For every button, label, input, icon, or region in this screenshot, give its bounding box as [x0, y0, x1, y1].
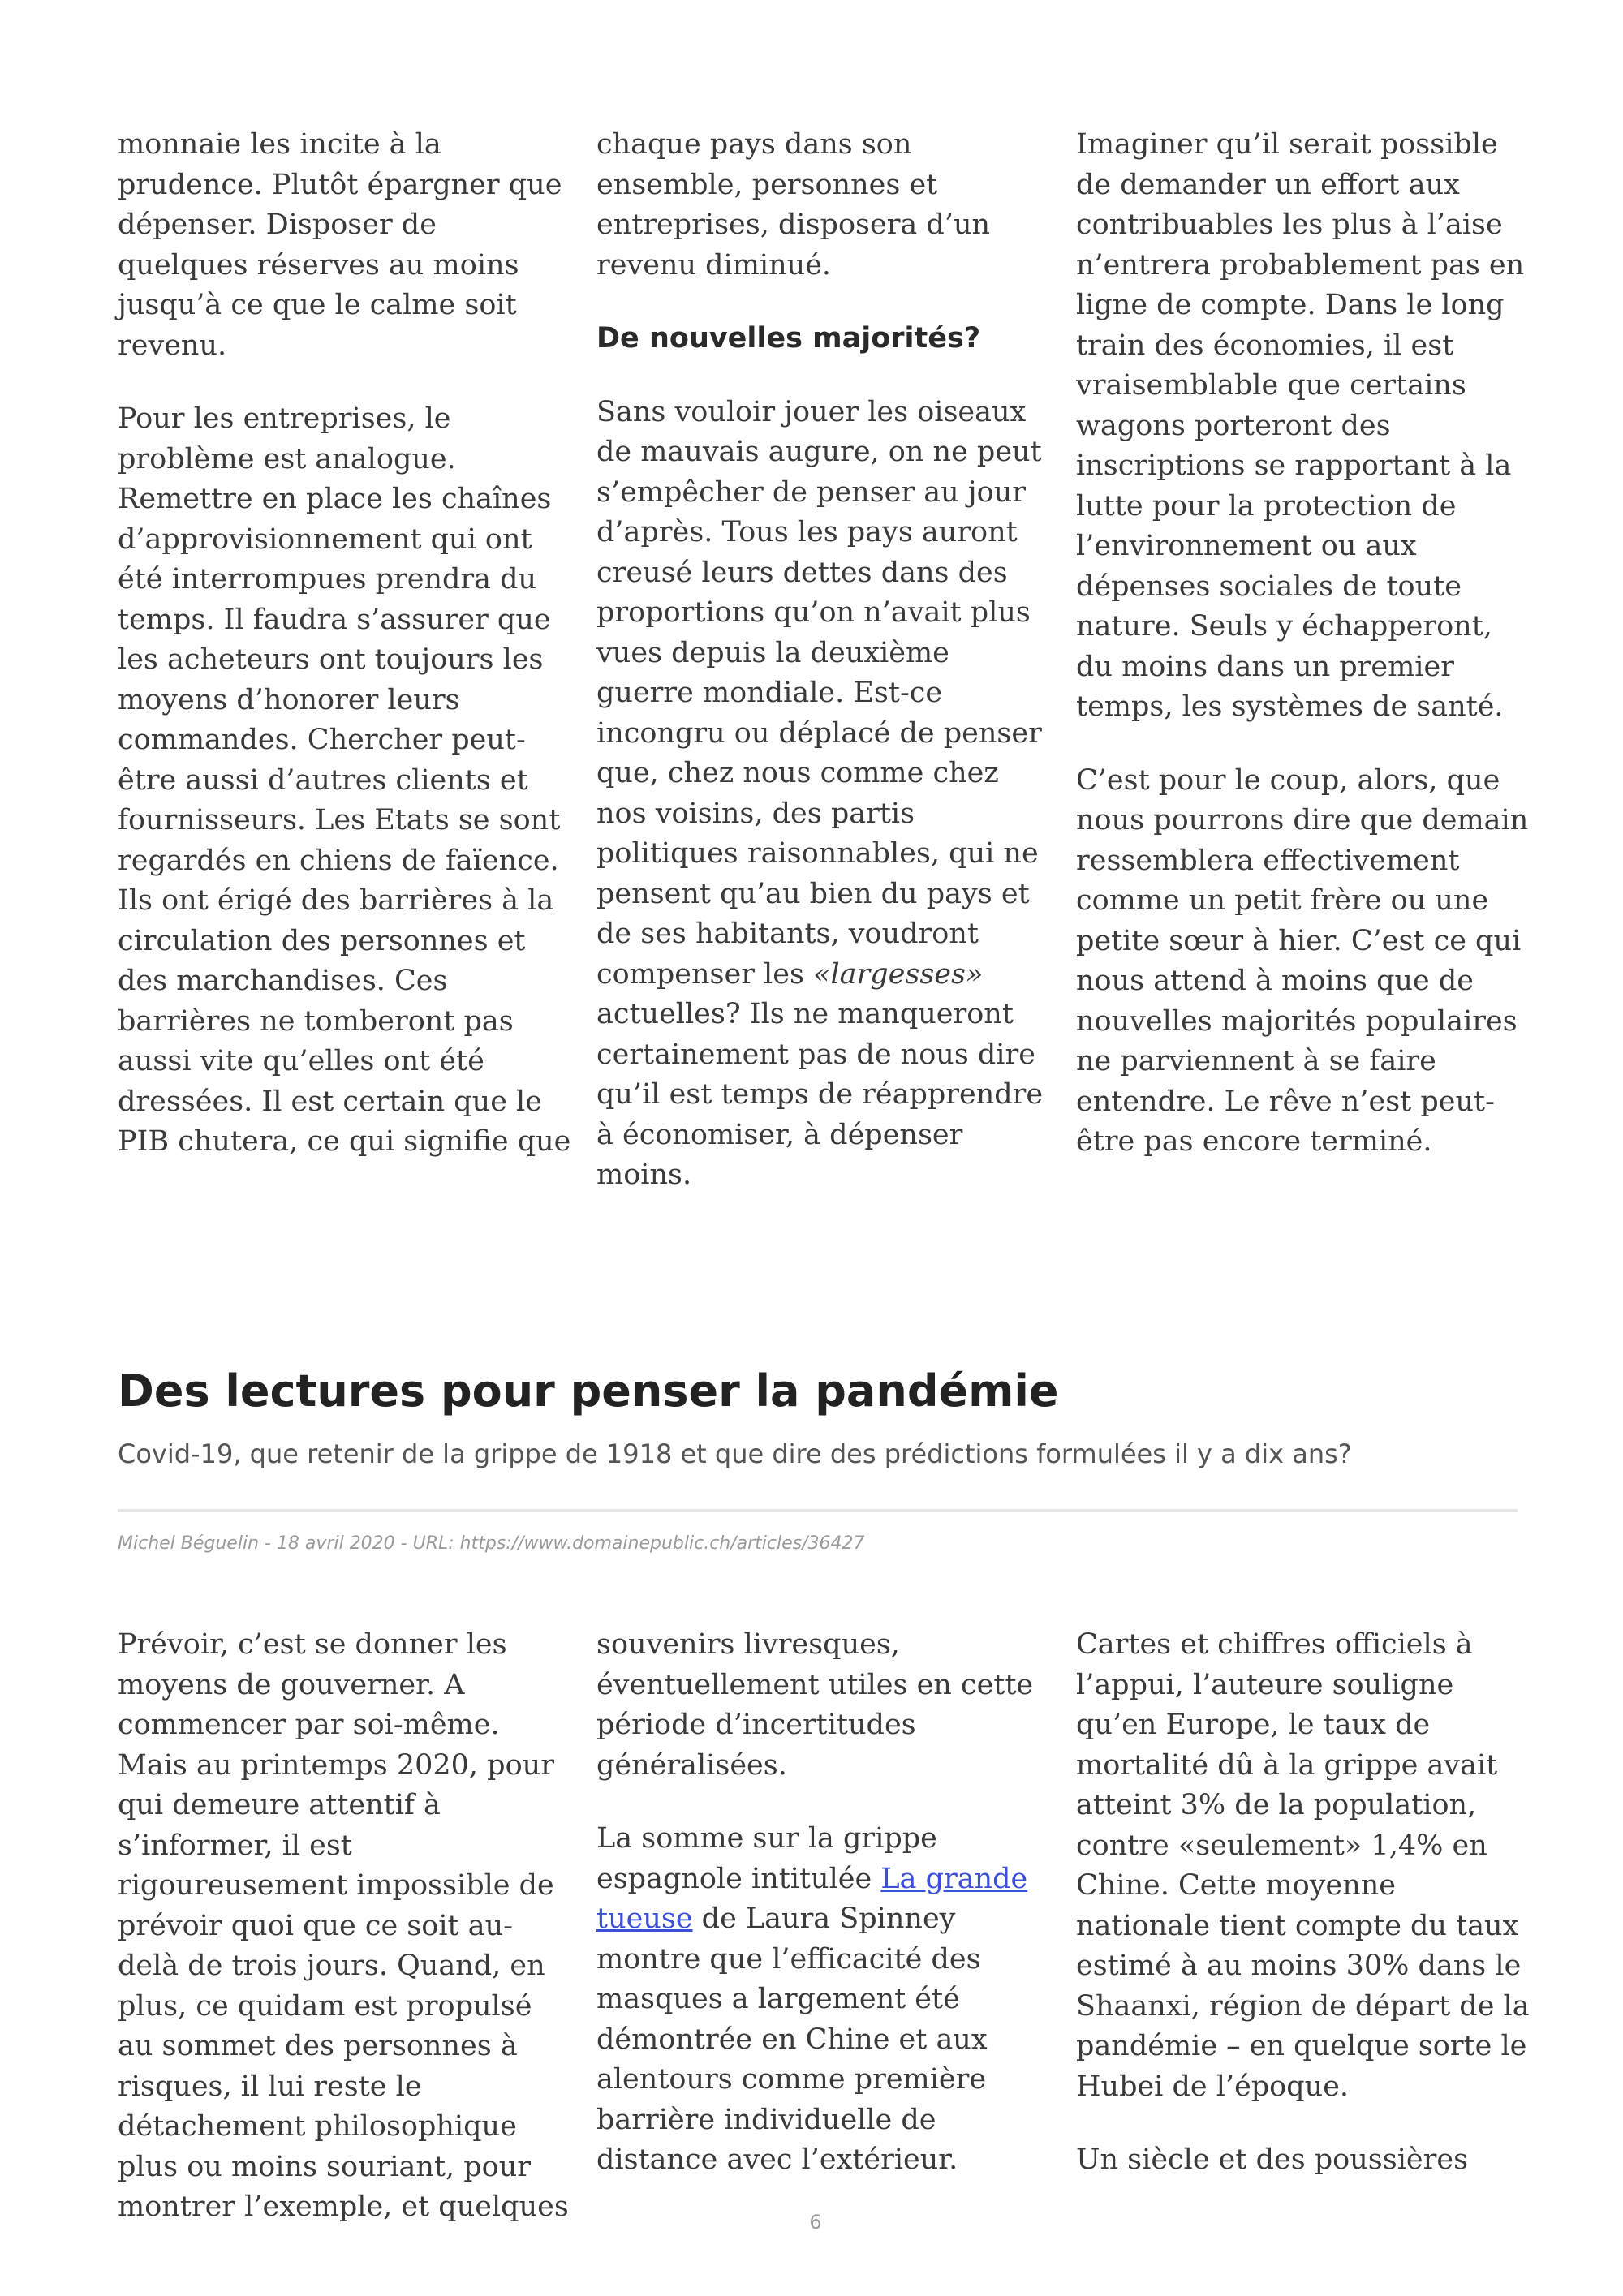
- section-heading: De nouvelles majorités?: [596, 322, 981, 355]
- paragraph: Cartes et chiffres officiels à l’appui, l’auteure souligne qu’en Europe, le taux de mortalité dû à la grippe avait atteint 3% de la population, contre «seulement» 1,4% en Chine. Cette moyenne nationale tient compte du taux estimé à au moins 30% dans le Shaanxi, région de départ de la pandémie – en quelque sorte le Hubei de l’époque.: [1076, 1628, 1530, 2103]
- page-number: 6: [809, 2211, 822, 2234]
- article2-column-3: [1076, 1625, 1530, 2214]
- article1-column-1: [118, 125, 572, 1196]
- paragraph: monnaie les incite à la prudence. Plutôt épargner que dépenser. Disposer de quelques réserves au moins jusqu’à ce que le calme soit revenu.: [118, 128, 562, 362]
- paragraph: Un siècle et des poussières: [1076, 2143, 1469, 2176]
- divider: [118, 1509, 1518, 1512]
- paragraph: C’est pour le coup, alors, que nous pourrons dire que demain ressemblera effectivement comme un petit frère ou une petite sœur à hier. C’est ce qui nous attend à moins que de nouvelles majorités populaires ne parviennent à se faire entendre. Le rêve n’est peut-être pas encore terminé.: [1076, 763, 1529, 1158]
- paragraph: [596, 1819, 1051, 2181]
- article1-column-3: [1076, 125, 1530, 1196]
- text-run: de Laura Spinney montre que l’efficacité des masques a largement été démontrée en Chine et aux alentours comme première barrière individuelle de distance avec l’extérieur.: [596, 1903, 988, 2176]
- article-lede: Covid-19, que retenir de la grippe de 1918 et que dire des prédictions formulées il y a dix ans?: [118, 1438, 1352, 1469]
- paragraph: souvenirs livresques, éventuellement utiles en cette période d’incertitudes généralisées.: [596, 1628, 1034, 1782]
- article-title: Des lectures pour penser la pandémie: [118, 1365, 1059, 1417]
- article2-column-2: [596, 1625, 1051, 2214]
- emphasis-text: «largesses»: [813, 957, 984, 991]
- text-run: Sans vouloir jouer les oiseaux de mauvais augure, on ne peut s’empêcher de penser au jour d’après. Tous les pays auront creusé leurs dettes dans des proportions qu’on n’avait plus vues depuis la deuxième guerre mondiale. Est-ce incongru ou déplacé de penser que, chez nous comme chez nos voisins, des partis politiques raisonnables, qui ne pensent qu’au bien du pays et de ses habitants, voudront compenser les: [596, 395, 1042, 991]
- paragraph: [596, 393, 1051, 1196]
- paragraph: Pour les entreprises, le problème est analogue. Remettre en place les chaînes d’approvisionnement qui ont été interrompues prendra du temps. Il faudra s’assurer que les acheteurs ont toujours les moyens d’honorer leurs commandes. Chercher peut-être aussi d’autres clients et fournisseurs. Les Etats se sont regardés en chiens de faïence. Ils ont érigé des barrières à la circulation des personnes et des marchandises. Ces barrières ne tomberont pas aussi vite qu’elles ont été dressées. Il est certain que le PIB chutera, ce qui signifie que: [118, 402, 571, 1158]
- article-meta: Michel Béguelin - 18 avril 2020 - URL: https://www.domainepublic.ch/articles/36427: [118, 1533, 865, 1554]
- book-title-link[interactable]: La grande tueuse: [596, 1862, 1028, 1935]
- text-run: La somme sur la grippe espagnole intitulée: [596, 1822, 937, 1895]
- article1-column-2: [596, 125, 1051, 1229]
- paragraph: Prévoir, c’est se donner les moyens de gouverner. A commencer par soi-même. Mais au printemps 2020, pour qui demeure attentif à s’informer, il est rigoureusement impossible de prévoir quoi que ce soit au-delà de trois jours. Quand, en plus, ce quidam est propulsé au sommet des personnes à risques, il lui reste le détachement philosophique plus ou moins souriant, pour montrer l’exemple, et quelques: [118, 1628, 569, 2223]
- article2-column-1: [118, 1625, 572, 2261]
- text-run: actuelles? Ils ne manqueront certainement pas de nous dire qu’il est temps de réapprendre à économiser, à dépenser moins.: [596, 998, 1044, 1191]
- paragraph: chaque pays dans son ensemble, personnes et entreprises, disposera d’un revenu diminué.: [596, 128, 991, 282]
- paragraph: Imaginer qu’il serait possible de demander un effort aux contribuables les plus à l’aise n’entrera probablement pas en ligne de compte. Dans le long train des économies, il est vraisemblable que certains wagons porteront des inscriptions se rapportant à la lutte pour la protection de l’environnement ou aux dépenses sociales de toute nature. Seuls y échapperont, du moins dans un premier temps, les systèmes de santé.: [1076, 128, 1525, 723]
